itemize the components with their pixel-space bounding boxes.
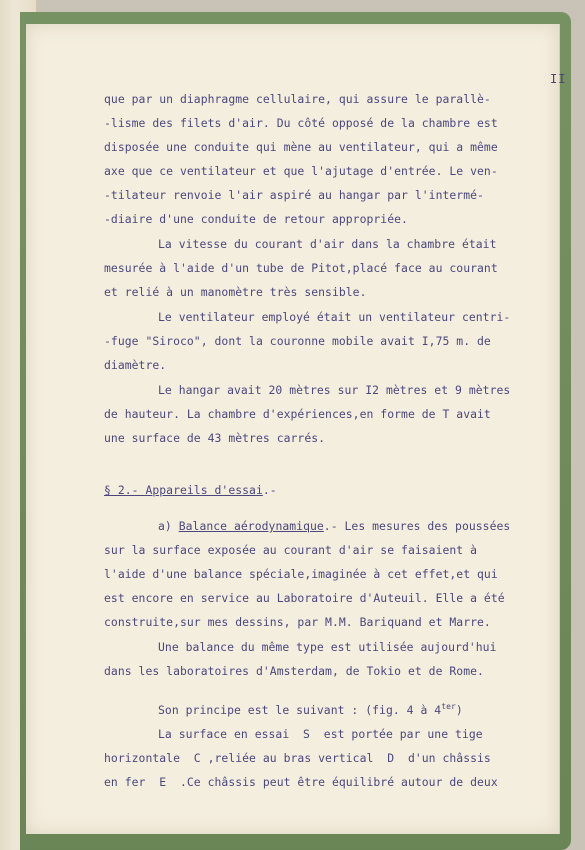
text-line: une surface de 43 mètres carrés. [104, 431, 326, 445]
text-line: Le ventilateur employé était un ventilateur centri- [158, 310, 511, 324]
text-line: Une balance du même type est utilisée aujourd'hui [158, 640, 497, 654]
text-line: -diaire d'une conduite de retour appropriée. [104, 212, 408, 226]
section-heading-suffix: .- [262, 483, 277, 497]
text-line: diamètre. [104, 358, 167, 372]
subsection-title: Balance aérodynamique [178, 519, 324, 533]
text-line: que par un diaphragme cellulaire, qui assure le parallè- [104, 92, 491, 106]
text-line: de hauteur. La chambre d'expériences,en forme de T avait [104, 407, 491, 421]
text-line: -tilateur renvoie l'air aspiré au hangar par l'intermé- [104, 188, 484, 202]
text-line: l'aide d'une balance spéciale,imaginée à cet effet,et qui [104, 567, 498, 581]
text-line: horizontale C ,reliée au bras vertical D d'un châssis [104, 751, 491, 765]
text-line: La vitesse du courant d'air dans la chambre était [158, 237, 497, 251]
text-line: construite,sur mes dessins, par M.M. Bariquand et Marre. [104, 615, 491, 629]
text-line: mesurée à l'aide d'un tube de Pitot,placé face au courant [104, 261, 498, 275]
text-line: est encore en service au Laboratoire d'Auteuil. Elle a été [104, 591, 505, 605]
principle-superscript: ter [441, 702, 456, 711]
text-line: disposée une conduite qui mène au ventilateur, qui a même [104, 140, 498, 154]
text-line: -lisme des filets d'air. Du côté opposé de la chambre est [104, 116, 498, 130]
subsection-line [158, 519, 510, 533]
document-page [26, 24, 567, 834]
text-line: et relié à un manomètre très sensible. [104, 285, 367, 299]
subsection-prefix: a) [158, 519, 179, 533]
section-heading-text: § 2.- Appareils d'essai [104, 483, 263, 497]
subsection-rest: .- Les mesures des poussées [323, 519, 511, 533]
text-line: dans les laboratoires d'Amsterdam, de Tokio et de Rome. [104, 664, 484, 678]
text-line: -fuge "Siroco", dont la couronne mobile avait I,75 m. de [104, 334, 491, 348]
section-heading [104, 483, 277, 497]
text-line: La surface en essai S est portée par une tige [158, 727, 483, 741]
principle-text: Son principe est le suivant : (fig. 4 à 4 [158, 703, 442, 717]
principle-line [158, 702, 463, 717]
text-line: axe que ce ventilateur et que l'ajutage d'entrée. Le ven- [104, 164, 498, 178]
text-line: en fer E .Ce châssis peut être équilibré autour de deux [104, 775, 498, 789]
text-line: Le hangar avait 20 mètres sur I2 mètres et 9 mètres [158, 383, 511, 397]
text-line: sur la surface exposée au courant d'air se faisaient à [104, 543, 478, 557]
principle-end: ) [455, 703, 463, 717]
page-number: II [550, 72, 567, 86]
